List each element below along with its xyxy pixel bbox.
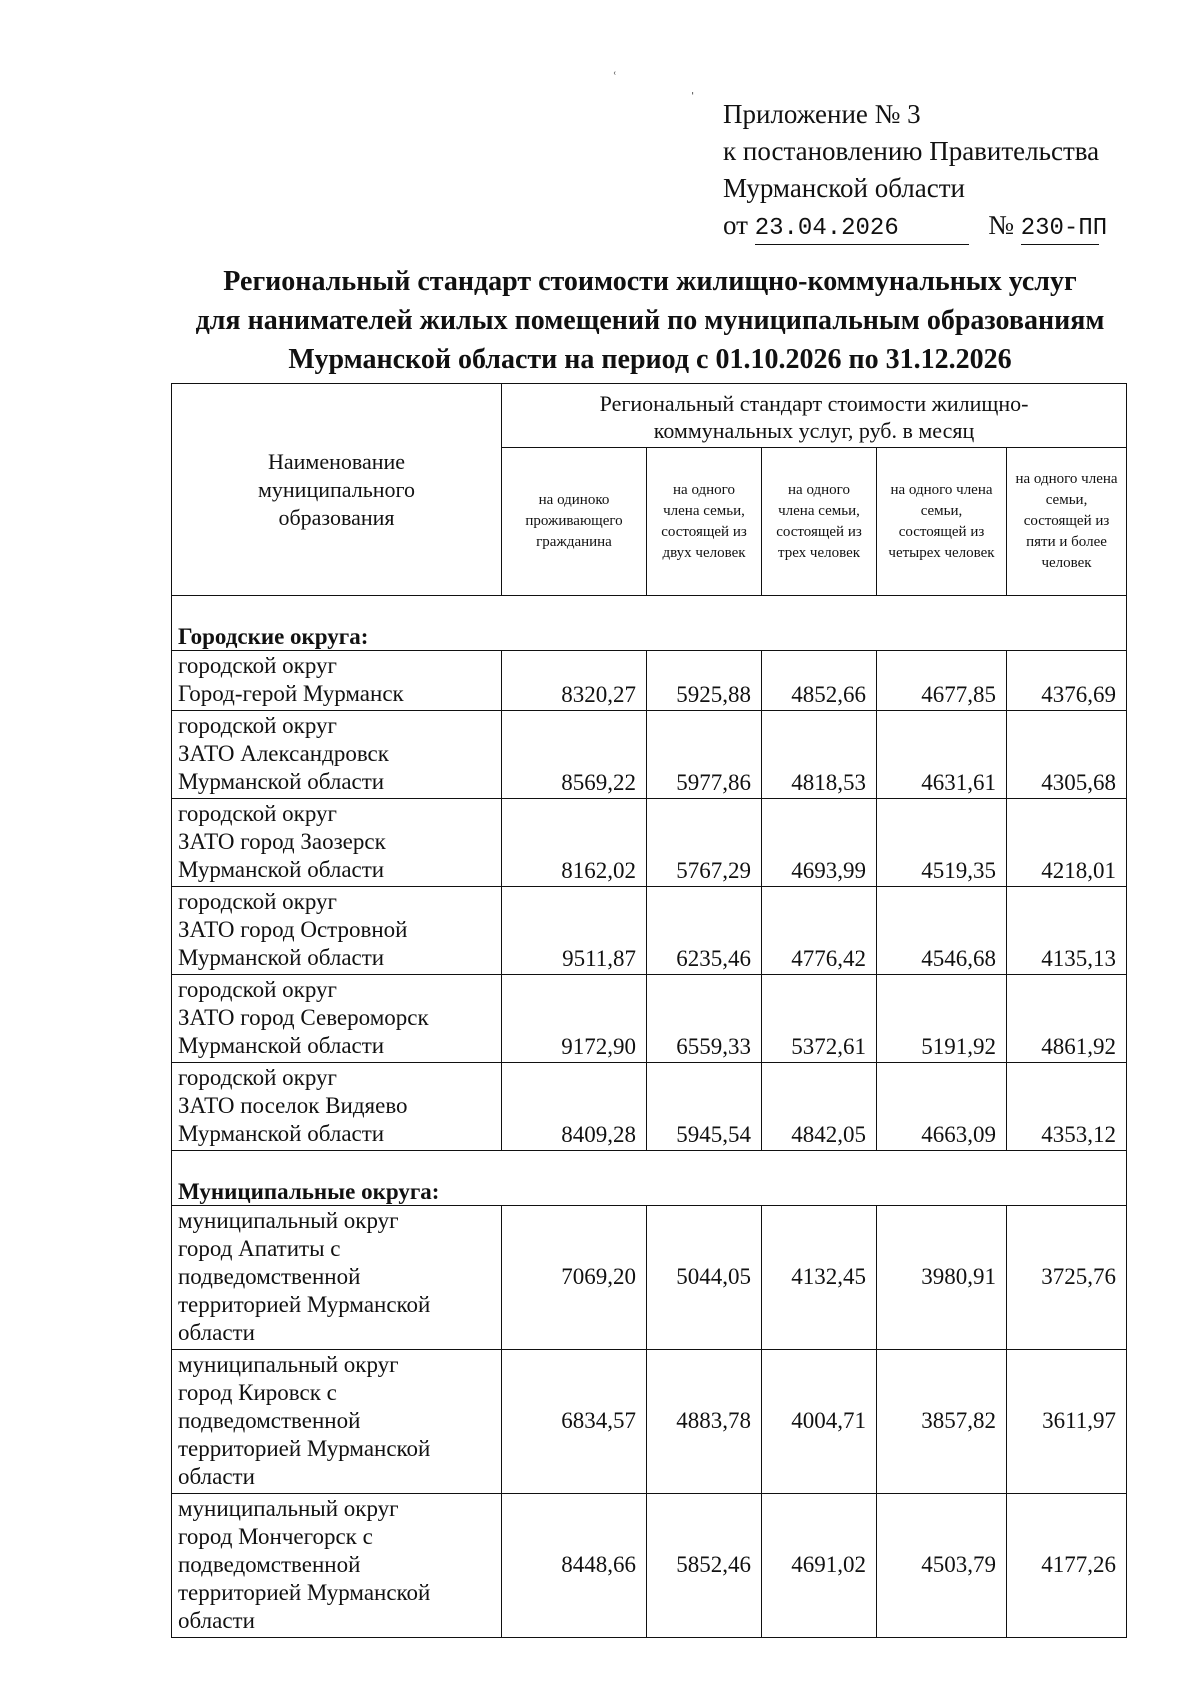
standard-value: 4818,53: [762, 711, 877, 799]
appendix-block: [723, 96, 1183, 245]
municipality-name-line: город Мончегорск с: [178, 1524, 373, 1549]
standard-value: 4519,35: [877, 799, 1007, 887]
municipality-name: [172, 1350, 502, 1494]
standard-value: 4132,45: [762, 1206, 877, 1350]
municipality-name-line: территорией Мурманской: [178, 1436, 431, 1461]
standards-table: [171, 383, 1127, 1638]
standard-value: 3725,76: [1007, 1206, 1127, 1350]
municipality-name: [172, 1494, 502, 1638]
column-header-family-3: на одного члена семьи, состоящей из трех человек: [762, 448, 877, 596]
appendix-number: Приложение № 3: [723, 99, 921, 129]
standard-value: 9172,90: [502, 975, 647, 1063]
standard-value: 4852,66: [762, 651, 877, 711]
appendix-resolution-ref: к постановлению Правительства: [723, 136, 1100, 166]
municipality-name-line: городской округ: [178, 713, 337, 738]
appendix-date-line: [723, 207, 1183, 245]
standard-value: 4135,13: [1007, 887, 1127, 975]
resolution-date: 23.04.2026: [755, 214, 969, 245]
standard-value: 4004,71: [762, 1350, 877, 1494]
standard-value: 5191,92: [877, 975, 1007, 1063]
column-header-family-4: на одного члена семьи, состоящей из четырех человек: [877, 448, 1007, 596]
municipality-name: [172, 711, 502, 799]
municipality-name-line: ЗАТО Александровск: [178, 741, 389, 766]
municipality-name-line: подведомственной: [178, 1264, 361, 1289]
municipality-name-line: городской округ: [178, 889, 337, 914]
group-label: Городские округа:: [172, 596, 1127, 651]
municipality-name-line: подведомственной: [178, 1408, 361, 1433]
number-prefix: №: [988, 210, 1014, 240]
column-header-single: на одиноко проживающего гражданина: [502, 448, 647, 596]
standard-value: 5044,05: [647, 1206, 762, 1350]
standard-value: 4691,02: [762, 1494, 877, 1638]
column-header-family-2: на одного члена семьи, состоящей из двух человек: [647, 448, 762, 596]
municipality-name-line: территорией Мурманской: [178, 1580, 431, 1605]
municipality-name-line: муниципальный округ: [178, 1496, 399, 1521]
title-line: для нанимателей жилых помещений по муниципальным образованиям: [195, 305, 1105, 336]
municipality-name-line: городской округ: [178, 653, 337, 678]
municipality-name-line: городской округ: [178, 977, 337, 1002]
municipality-name: [172, 799, 502, 887]
standard-value: 4631,61: [877, 711, 1007, 799]
document-title: [150, 262, 1150, 379]
title-line: Региональный стандарт стоимости жилищно-коммунальных услуг: [223, 266, 1077, 297]
table-row: [172, 1063, 1127, 1151]
table-row: [172, 887, 1127, 975]
municipality-name-line: муниципальный округ: [178, 1208, 399, 1233]
standard-value: 4883,78: [647, 1350, 762, 1494]
municipality-name: [172, 975, 502, 1063]
standard-value: 4177,26: [1007, 1494, 1127, 1638]
municipality-column-header: Наименование муниципального образования: [172, 384, 502, 596]
standard-value: 5767,29: [647, 799, 762, 887]
table-row: [172, 651, 1127, 711]
municipality-name-line: Мурманской области: [178, 1033, 385, 1058]
resolution-number: 230-ПП: [1021, 214, 1099, 245]
standard-value: 3611,97: [1007, 1350, 1127, 1494]
municipality-name-line: муниципальный округ: [178, 1352, 399, 1377]
title-line: Мурманской области на период с 01.10.2026 по 31.12.2026: [288, 344, 1012, 375]
standard-value: 4353,12: [1007, 1063, 1127, 1151]
table-row: [172, 1350, 1127, 1494]
standard-value: 5852,46: [647, 1494, 762, 1638]
municipality-name-line: Город-герой Мурманск: [178, 681, 404, 706]
municipality-name-line: Мурманской области: [178, 769, 385, 794]
municipality-name-line: город Апатиты с: [178, 1236, 341, 1261]
municipality-name-line: территорией Мурманской: [178, 1292, 431, 1317]
municipality-name-line: ЗАТО город Островной: [178, 917, 408, 942]
scan-mark: ʿ: [612, 70, 618, 87]
municipality-name-line: подведомственной: [178, 1552, 361, 1577]
municipality-name-line: городской округ: [178, 801, 337, 826]
standard-value: 4776,42: [762, 887, 877, 975]
standard-value: 8320,27: [502, 651, 647, 711]
standard-value: 4693,99: [762, 799, 877, 887]
municipality-name-line: ЗАТО город Североморск: [178, 1005, 429, 1030]
standard-value: 4218,01: [1007, 799, 1127, 887]
standard-value: 4503,79: [877, 1494, 1007, 1638]
standard-value: 8569,22: [502, 711, 647, 799]
table-row: [172, 1494, 1127, 1638]
table-row: [172, 1206, 1127, 1350]
standard-value: 6559,33: [647, 975, 762, 1063]
standard-value: 4305,68: [1007, 711, 1127, 799]
municipality-name: [172, 1063, 502, 1151]
standard-value: 6834,57: [502, 1350, 647, 1494]
standard-value: 4842,05: [762, 1063, 877, 1151]
standard-value: 4677,85: [877, 651, 1007, 711]
municipality-name: [172, 887, 502, 975]
standard-value: 7069,20: [502, 1206, 647, 1350]
municipality-name-line: области: [178, 1320, 255, 1345]
column-header-family-5plus: на одного члена семьи, состоящей из пяти и более человек: [1007, 448, 1127, 596]
municipality-name: [172, 651, 502, 711]
municipality-name-line: области: [178, 1608, 255, 1633]
standard-value: 3980,91: [877, 1206, 1007, 1350]
standard-value: 4546,68: [877, 887, 1007, 975]
table-row: [172, 975, 1127, 1063]
standard-value: 9511,87: [502, 887, 647, 975]
standard-value: 6235,46: [647, 887, 762, 975]
municipality-name-line: Мурманской области: [178, 945, 385, 970]
municipality-name-line: ЗАТО город Заозерск: [178, 829, 386, 854]
table-row: [172, 799, 1127, 887]
scan-mark: ˌ: [690, 78, 696, 95]
standard-value: 4376,69: [1007, 651, 1127, 711]
standard-value: 5977,86: [647, 711, 762, 799]
appendix-region: Мурманской области: [723, 173, 965, 203]
standard-value: 5372,61: [762, 975, 877, 1063]
standard-value: 8409,28: [502, 1063, 647, 1151]
table-row: [172, 711, 1127, 799]
standard-value: 5925,88: [647, 651, 762, 711]
municipality-name-line: ЗАТО поселок Видяево: [178, 1093, 408, 1118]
municipality-name-line: город Кировск с: [178, 1380, 337, 1405]
standard-group-header: Региональный стандарт стоимости жилищно-коммунальных услуг, руб. в месяц: [502, 384, 1127, 448]
standard-value: 3857,82: [877, 1350, 1007, 1494]
municipality-name: [172, 1206, 502, 1350]
date-prefix: от: [723, 210, 748, 240]
group-row: [172, 1151, 1127, 1206]
municipality-name-line: Мурманской области: [178, 857, 385, 882]
group-row: [172, 596, 1127, 651]
standard-value: 4861,92: [1007, 975, 1127, 1063]
municipality-name-line: области: [178, 1464, 255, 1489]
municipality-name-line: городской округ: [178, 1065, 337, 1090]
standard-value: 4663,09: [877, 1063, 1007, 1151]
standard-value: 5945,54: [647, 1063, 762, 1151]
standard-value: 8448,66: [502, 1494, 647, 1638]
municipality-name-line: Мурманской области: [178, 1121, 385, 1146]
group-label: Муниципальные округа:: [172, 1151, 1127, 1206]
standard-value: 8162,02: [502, 799, 647, 887]
